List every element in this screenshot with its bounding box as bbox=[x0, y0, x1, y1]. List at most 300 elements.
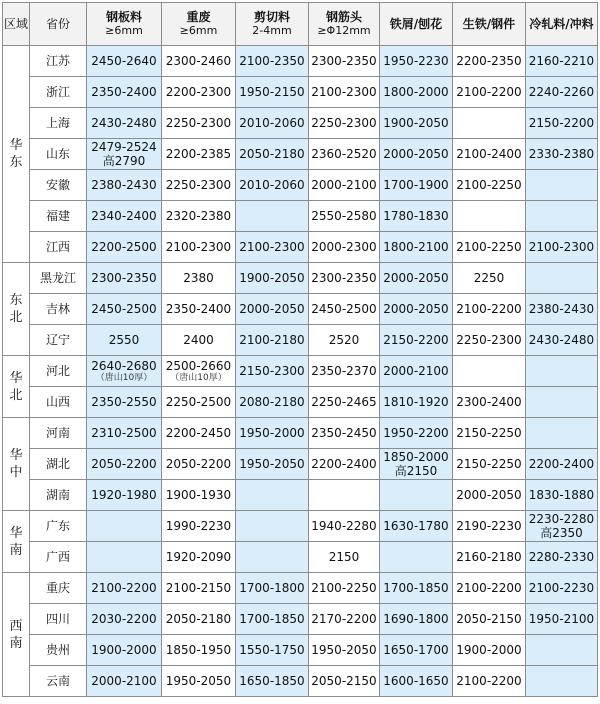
province-cell: 湖南 bbox=[30, 480, 87, 511]
price-cell bbox=[87, 480, 162, 511]
price-cell bbox=[380, 542, 453, 573]
price-cell bbox=[309, 573, 380, 604]
price-value: 2000-2100 bbox=[311, 178, 377, 192]
price-value: 2380-2430 bbox=[91, 178, 157, 192]
province-cell: 四川 bbox=[30, 604, 87, 635]
price-cell bbox=[87, 325, 162, 356]
price-value: 2150 bbox=[328, 550, 360, 564]
price-cell bbox=[309, 201, 380, 232]
price-cell bbox=[309, 635, 380, 666]
price-cell bbox=[453, 387, 526, 418]
price-value: 2200-2500 bbox=[91, 240, 157, 254]
price-cell bbox=[87, 573, 162, 604]
price-value: 2050-2180 bbox=[165, 612, 232, 626]
price-value: 1950-2050 bbox=[165, 674, 232, 688]
price-value: 2000-2050 bbox=[383, 271, 449, 285]
province-cell: 江西 bbox=[30, 232, 87, 263]
price-value: 2100-2200 bbox=[456, 302, 522, 316]
table-row bbox=[3, 356, 598, 387]
header-region: 区域 bbox=[3, 3, 30, 46]
price-cell bbox=[162, 294, 236, 325]
price-value: 1700-1850 bbox=[383, 581, 449, 595]
price-value: 2050-2200 bbox=[91, 457, 157, 471]
price-value: 2050-2150 bbox=[456, 612, 522, 626]
price-cell bbox=[380, 573, 453, 604]
price-cell bbox=[526, 387, 598, 418]
price-cell bbox=[380, 232, 453, 263]
price-value: 2190-2230 bbox=[456, 519, 522, 533]
table-row bbox=[3, 170, 598, 201]
price-value: 2450-2500 bbox=[91, 302, 157, 316]
price-value: 2050-2200 bbox=[165, 457, 232, 471]
price-value: 1900-2000 bbox=[91, 643, 157, 657]
price-cell bbox=[87, 542, 162, 573]
price-cell bbox=[87, 46, 162, 77]
price-cell bbox=[380, 666, 453, 697]
price-value: 2380 bbox=[183, 271, 214, 285]
price-cell bbox=[236, 604, 309, 635]
price-cell bbox=[526, 418, 598, 449]
price-cell bbox=[236, 201, 309, 232]
price-value: 1950-2050 bbox=[239, 457, 305, 471]
price-cell bbox=[526, 666, 598, 697]
price-cell bbox=[236, 511, 309, 542]
price-value: 2300-2350 bbox=[311, 54, 377, 68]
price-value: 2250 bbox=[473, 271, 505, 285]
price-value: 1650-1700 bbox=[383, 643, 449, 657]
price-value: 2100-2300 bbox=[311, 85, 377, 99]
price-cell bbox=[87, 511, 162, 542]
price-value: 1950-2100 bbox=[528, 612, 595, 626]
price-value: 1950-2050 bbox=[311, 643, 377, 657]
price-value: 2200-2450 bbox=[165, 426, 232, 440]
price-value: 2160-2210 bbox=[528, 54, 595, 68]
price-value: 2010-2060 bbox=[239, 178, 305, 192]
price-value: 1900-2000 bbox=[456, 643, 522, 657]
price-cell bbox=[236, 666, 309, 697]
region-cell bbox=[3, 263, 30, 356]
province-cell: 广西 bbox=[30, 542, 87, 573]
region-cell bbox=[3, 573, 30, 697]
price-value: 2000-2100 bbox=[383, 364, 449, 378]
price-cell bbox=[453, 635, 526, 666]
price-value: 2300-2350 bbox=[91, 271, 157, 285]
price-value: 2550 bbox=[108, 333, 140, 347]
price-value: 1800-2100 bbox=[383, 240, 449, 254]
price-value: 2310-2500 bbox=[91, 426, 157, 440]
price-cell bbox=[526, 77, 598, 108]
price-value: 2200-2350 bbox=[456, 54, 522, 68]
price-cell bbox=[87, 263, 162, 294]
price-cell bbox=[309, 418, 380, 449]
price-cell bbox=[380, 449, 453, 480]
price-value: 1950-2230 bbox=[383, 54, 449, 68]
province-cell: 山西 bbox=[30, 387, 87, 418]
price-value: 2160-2180 bbox=[456, 550, 522, 564]
province-cell: 辽宁 bbox=[30, 325, 87, 356]
price-cell bbox=[162, 325, 236, 356]
price-cell bbox=[526, 46, 598, 77]
price-cell bbox=[236, 294, 309, 325]
price-value: 2000-2050 bbox=[456, 488, 522, 502]
price-cell bbox=[380, 294, 453, 325]
header-steel-plate bbox=[87, 3, 162, 46]
province-cell: 吉林 bbox=[30, 294, 87, 325]
price-cell bbox=[526, 108, 598, 139]
region-cell bbox=[3, 418, 30, 511]
price-cell bbox=[162, 573, 236, 604]
price-value: 2500-2660 bbox=[165, 358, 232, 373]
price-cell bbox=[526, 449, 598, 480]
price-value: 1600-1650 bbox=[383, 674, 449, 688]
price-value: 2200-2400 bbox=[311, 457, 377, 471]
header-shear-scrap bbox=[236, 3, 309, 46]
table-row bbox=[3, 480, 598, 511]
price-cell bbox=[453, 46, 526, 77]
header-pig-iron bbox=[453, 3, 526, 46]
province-cell: 河南 bbox=[30, 418, 87, 449]
price-cell bbox=[236, 46, 309, 77]
price-cell bbox=[380, 325, 453, 356]
price-value: 2350-2450 bbox=[311, 426, 377, 440]
price-cell bbox=[453, 325, 526, 356]
price-value: 1830-1880 bbox=[528, 488, 595, 502]
price-value: 2100-2350 bbox=[239, 54, 305, 68]
region-cell bbox=[3, 511, 30, 573]
price-cell bbox=[87, 77, 162, 108]
header-spec: ≥Φ12mm bbox=[317, 24, 371, 37]
price-cell bbox=[309, 325, 380, 356]
price-value: 2450-2500 bbox=[311, 302, 377, 316]
province-cell: 安徽 bbox=[30, 170, 87, 201]
header-name: 铁屑/刨花 bbox=[389, 17, 443, 31]
price-cell bbox=[526, 139, 598, 170]
price-cell bbox=[453, 356, 526, 387]
province-cell: 上海 bbox=[30, 108, 87, 139]
header-province: 省份 bbox=[30, 3, 87, 46]
price-value: 2350-2370 bbox=[311, 364, 377, 378]
price-value: 2010-2060 bbox=[239, 116, 305, 130]
region-cell bbox=[3, 356, 30, 418]
table-row bbox=[3, 139, 598, 170]
province-cell: 云南 bbox=[30, 666, 87, 697]
price-cell bbox=[162, 635, 236, 666]
price-value: 1690-1800 bbox=[383, 612, 449, 626]
header-name: 剪切料 bbox=[253, 10, 290, 24]
scrap-steel-price-table bbox=[2, 2, 598, 697]
price-value: 1810-1920 bbox=[383, 395, 449, 409]
price-cell bbox=[526, 511, 598, 542]
table-row bbox=[3, 573, 598, 604]
price-cell bbox=[309, 77, 380, 108]
header-cold-rolled bbox=[526, 3, 598, 46]
price-cell bbox=[162, 201, 236, 232]
price-cell bbox=[162, 542, 236, 573]
price-cell bbox=[380, 108, 453, 139]
price-cell bbox=[162, 480, 236, 511]
price-value: 1900-1930 bbox=[165, 488, 232, 502]
province-cell: 湖北 bbox=[30, 449, 87, 480]
price-value: 2240-2260 bbox=[528, 85, 595, 99]
price-cell bbox=[87, 418, 162, 449]
price-value: 2250-2300 bbox=[456, 333, 522, 347]
price-cell bbox=[309, 108, 380, 139]
price-cell bbox=[380, 356, 453, 387]
price-cell bbox=[236, 139, 309, 170]
price-value: 2100-2200 bbox=[456, 674, 522, 688]
price-value: 2350-2400 bbox=[91, 85, 157, 99]
price-cell bbox=[453, 573, 526, 604]
price-value: 2300-2460 bbox=[165, 54, 232, 68]
price-cell bbox=[162, 356, 236, 387]
table-row bbox=[3, 604, 598, 635]
price-value: 2100-2250 bbox=[311, 581, 377, 595]
price-cell bbox=[453, 542, 526, 573]
price-value: 1940-2280 bbox=[311, 519, 377, 533]
price-cell bbox=[87, 666, 162, 697]
province-cell: 山东 bbox=[30, 139, 87, 170]
price-value: 2250-2300 bbox=[165, 178, 232, 192]
price-value: 1780-1830 bbox=[383, 209, 449, 223]
price-cell bbox=[380, 387, 453, 418]
price-cell bbox=[526, 604, 598, 635]
province-cell: 福建 bbox=[30, 201, 87, 232]
price-value: 1850-2000高2150 bbox=[383, 450, 449, 478]
province-cell: 贵州 bbox=[30, 635, 87, 666]
price-cell bbox=[309, 170, 380, 201]
price-cell bbox=[453, 604, 526, 635]
price-cell bbox=[380, 201, 453, 232]
price-value: 2300-2400 bbox=[456, 395, 522, 409]
price-cell bbox=[309, 232, 380, 263]
price-cell bbox=[236, 387, 309, 418]
price-cell bbox=[453, 77, 526, 108]
price-value: 1700-1850 bbox=[239, 612, 305, 626]
price-cell bbox=[162, 666, 236, 697]
price-value: 2150-2300 bbox=[239, 364, 305, 378]
price-cell bbox=[309, 480, 380, 511]
price-value: 2100-2250 bbox=[456, 178, 522, 192]
price-value: 2100-2200 bbox=[91, 581, 157, 595]
price-cell bbox=[380, 139, 453, 170]
price-value: 2000-2050 bbox=[383, 302, 449, 316]
price-value: 2150-2250 bbox=[456, 426, 522, 440]
table-row bbox=[3, 46, 598, 77]
price-cell bbox=[162, 449, 236, 480]
region-cell bbox=[3, 46, 30, 263]
province-cell: 江苏 bbox=[30, 46, 87, 77]
price-cell bbox=[526, 232, 598, 263]
price-value: 2100-2200 bbox=[456, 85, 522, 99]
price-value: 2170-2200 bbox=[311, 612, 377, 626]
price-cell bbox=[380, 418, 453, 449]
price-cell bbox=[87, 356, 162, 387]
header-rebar-ends bbox=[309, 3, 380, 46]
price-value: 2300-2350 bbox=[311, 271, 377, 285]
price-value: 2350-2550 bbox=[91, 395, 157, 409]
price-value: 2100-2300 bbox=[165, 240, 232, 254]
table-row bbox=[3, 511, 598, 542]
price-value: 2200-2385 bbox=[165, 147, 232, 161]
price-value: 1900-2050 bbox=[383, 116, 449, 130]
price-value: 2100-2400 bbox=[456, 147, 522, 161]
price-value: 2100-2300 bbox=[239, 240, 305, 254]
header-iron-shavings bbox=[380, 3, 453, 46]
price-cell bbox=[162, 511, 236, 542]
price-value: 2640-2680 bbox=[91, 358, 157, 373]
price-cell bbox=[453, 511, 526, 542]
price-cell bbox=[380, 604, 453, 635]
price-value: 2000-2050 bbox=[383, 147, 449, 161]
price-cell bbox=[162, 387, 236, 418]
price-cell bbox=[526, 573, 598, 604]
price-cell bbox=[236, 356, 309, 387]
price-cell bbox=[162, 232, 236, 263]
region-label: 华中 bbox=[9, 448, 23, 480]
price-cell bbox=[526, 201, 598, 232]
price-value: 2250-2300 bbox=[165, 116, 232, 130]
header-spec: 2-4mm bbox=[252, 24, 292, 37]
price-cell bbox=[526, 325, 598, 356]
table-row bbox=[3, 263, 598, 294]
price-value: 2250-2465 bbox=[311, 395, 377, 409]
price-value: 2400 bbox=[183, 333, 214, 347]
table-row bbox=[3, 542, 598, 573]
price-cell bbox=[309, 666, 380, 697]
price-value: 2000-2300 bbox=[311, 240, 377, 254]
header-name: 重废 bbox=[186, 10, 211, 24]
price-cell bbox=[87, 294, 162, 325]
price-cell bbox=[87, 387, 162, 418]
price-cell bbox=[526, 635, 598, 666]
price-cell bbox=[87, 635, 162, 666]
price-cell bbox=[526, 294, 598, 325]
price-cell bbox=[236, 418, 309, 449]
table-row bbox=[3, 77, 598, 108]
price-cell bbox=[236, 232, 309, 263]
header-name: 钢板料 bbox=[105, 10, 142, 24]
price-value: 2520 bbox=[328, 333, 360, 347]
price-value: 2100-2150 bbox=[165, 581, 232, 595]
price-value: 2050-2180 bbox=[239, 147, 305, 161]
price-note: （唐山10厚） bbox=[95, 372, 153, 383]
price-value: 2030-2200 bbox=[91, 612, 157, 626]
region-label: 华北 bbox=[9, 370, 23, 403]
price-value: 1650-1850 bbox=[239, 674, 305, 688]
price-cell bbox=[526, 542, 598, 573]
price-cell bbox=[236, 77, 309, 108]
price-cell bbox=[162, 418, 236, 449]
table-row bbox=[3, 387, 598, 418]
price-cell bbox=[380, 263, 453, 294]
price-cell bbox=[526, 170, 598, 201]
table-row bbox=[3, 201, 598, 232]
price-value: 2330-2380 bbox=[528, 147, 595, 161]
price-cell bbox=[236, 449, 309, 480]
price-cell bbox=[309, 46, 380, 77]
price-value: 2100-2230 bbox=[528, 581, 595, 595]
table-body bbox=[3, 46, 598, 697]
price-cell bbox=[309, 604, 380, 635]
price-value: 2479-2524高2790 bbox=[91, 140, 157, 168]
table-row bbox=[3, 666, 598, 697]
price-note: （唐山10厚） bbox=[170, 372, 227, 383]
price-value: 2360-2520 bbox=[311, 147, 377, 161]
price-cell bbox=[162, 108, 236, 139]
price-value: 2450-2640 bbox=[91, 54, 157, 68]
price-cell bbox=[309, 263, 380, 294]
price-cell bbox=[87, 604, 162, 635]
price-cell bbox=[309, 294, 380, 325]
price-cell bbox=[453, 449, 526, 480]
price-value: 2200-2300 bbox=[165, 85, 232, 99]
price-cell bbox=[162, 263, 236, 294]
price-cell bbox=[162, 77, 236, 108]
price-value: 2050-2150 bbox=[311, 674, 377, 688]
price-cell bbox=[236, 263, 309, 294]
province-cell: 重庆 bbox=[30, 573, 87, 604]
price-cell bbox=[380, 635, 453, 666]
price-cell bbox=[162, 170, 236, 201]
price-value: 2340-2400 bbox=[91, 209, 157, 223]
price-cell bbox=[162, 46, 236, 77]
price-cell bbox=[380, 480, 453, 511]
province-cell: 河北 bbox=[30, 356, 87, 387]
header-heavy-scrap bbox=[162, 3, 236, 46]
price-value: 2350-2400 bbox=[165, 302, 232, 316]
table-row bbox=[3, 418, 598, 449]
price-cell bbox=[87, 139, 162, 170]
price-value: 1920-2090 bbox=[165, 550, 232, 564]
price-value: 1550-1750 bbox=[239, 643, 305, 657]
header-name: 冷轧料/冲料 bbox=[529, 17, 594, 31]
price-value: 2000-2050 bbox=[239, 302, 305, 316]
price-cell bbox=[87, 170, 162, 201]
price-value: 2280-2330 bbox=[528, 550, 595, 564]
price-table-container bbox=[2, 2, 598, 697]
price-cell bbox=[236, 170, 309, 201]
price-value: 1800-2000 bbox=[383, 85, 449, 99]
price-value: 1700-1800 bbox=[239, 581, 305, 595]
price-value: 2380-2430 bbox=[528, 302, 595, 316]
price-cell bbox=[236, 108, 309, 139]
price-cell bbox=[162, 604, 236, 635]
table-row bbox=[3, 294, 598, 325]
price-value: 2150-2200 bbox=[383, 333, 449, 347]
price-value: 2250-2500 bbox=[165, 395, 232, 409]
price-value: 1700-1900 bbox=[383, 178, 449, 192]
price-cell bbox=[309, 511, 380, 542]
table-row bbox=[3, 108, 598, 139]
price-value: 2100-2250 bbox=[456, 240, 522, 254]
table-row bbox=[3, 325, 598, 356]
price-cell bbox=[87, 449, 162, 480]
price-cell bbox=[87, 201, 162, 232]
price-value: 2100-2180 bbox=[239, 333, 305, 347]
table-row bbox=[3, 635, 598, 666]
price-value: 2230-2280高2350 bbox=[528, 512, 595, 540]
price-cell bbox=[453, 666, 526, 697]
region-label: 华东 bbox=[9, 138, 23, 170]
header-name: 生铁/钢件 bbox=[462, 17, 516, 31]
price-value: 1950-2000 bbox=[239, 426, 305, 440]
price-value: 1630-1780 bbox=[383, 519, 449, 533]
price-cell bbox=[380, 46, 453, 77]
price-cell bbox=[309, 542, 380, 573]
price-cell bbox=[380, 170, 453, 201]
region-label: 东北 bbox=[9, 293, 23, 325]
header-spec: ≥6mm bbox=[179, 24, 218, 37]
